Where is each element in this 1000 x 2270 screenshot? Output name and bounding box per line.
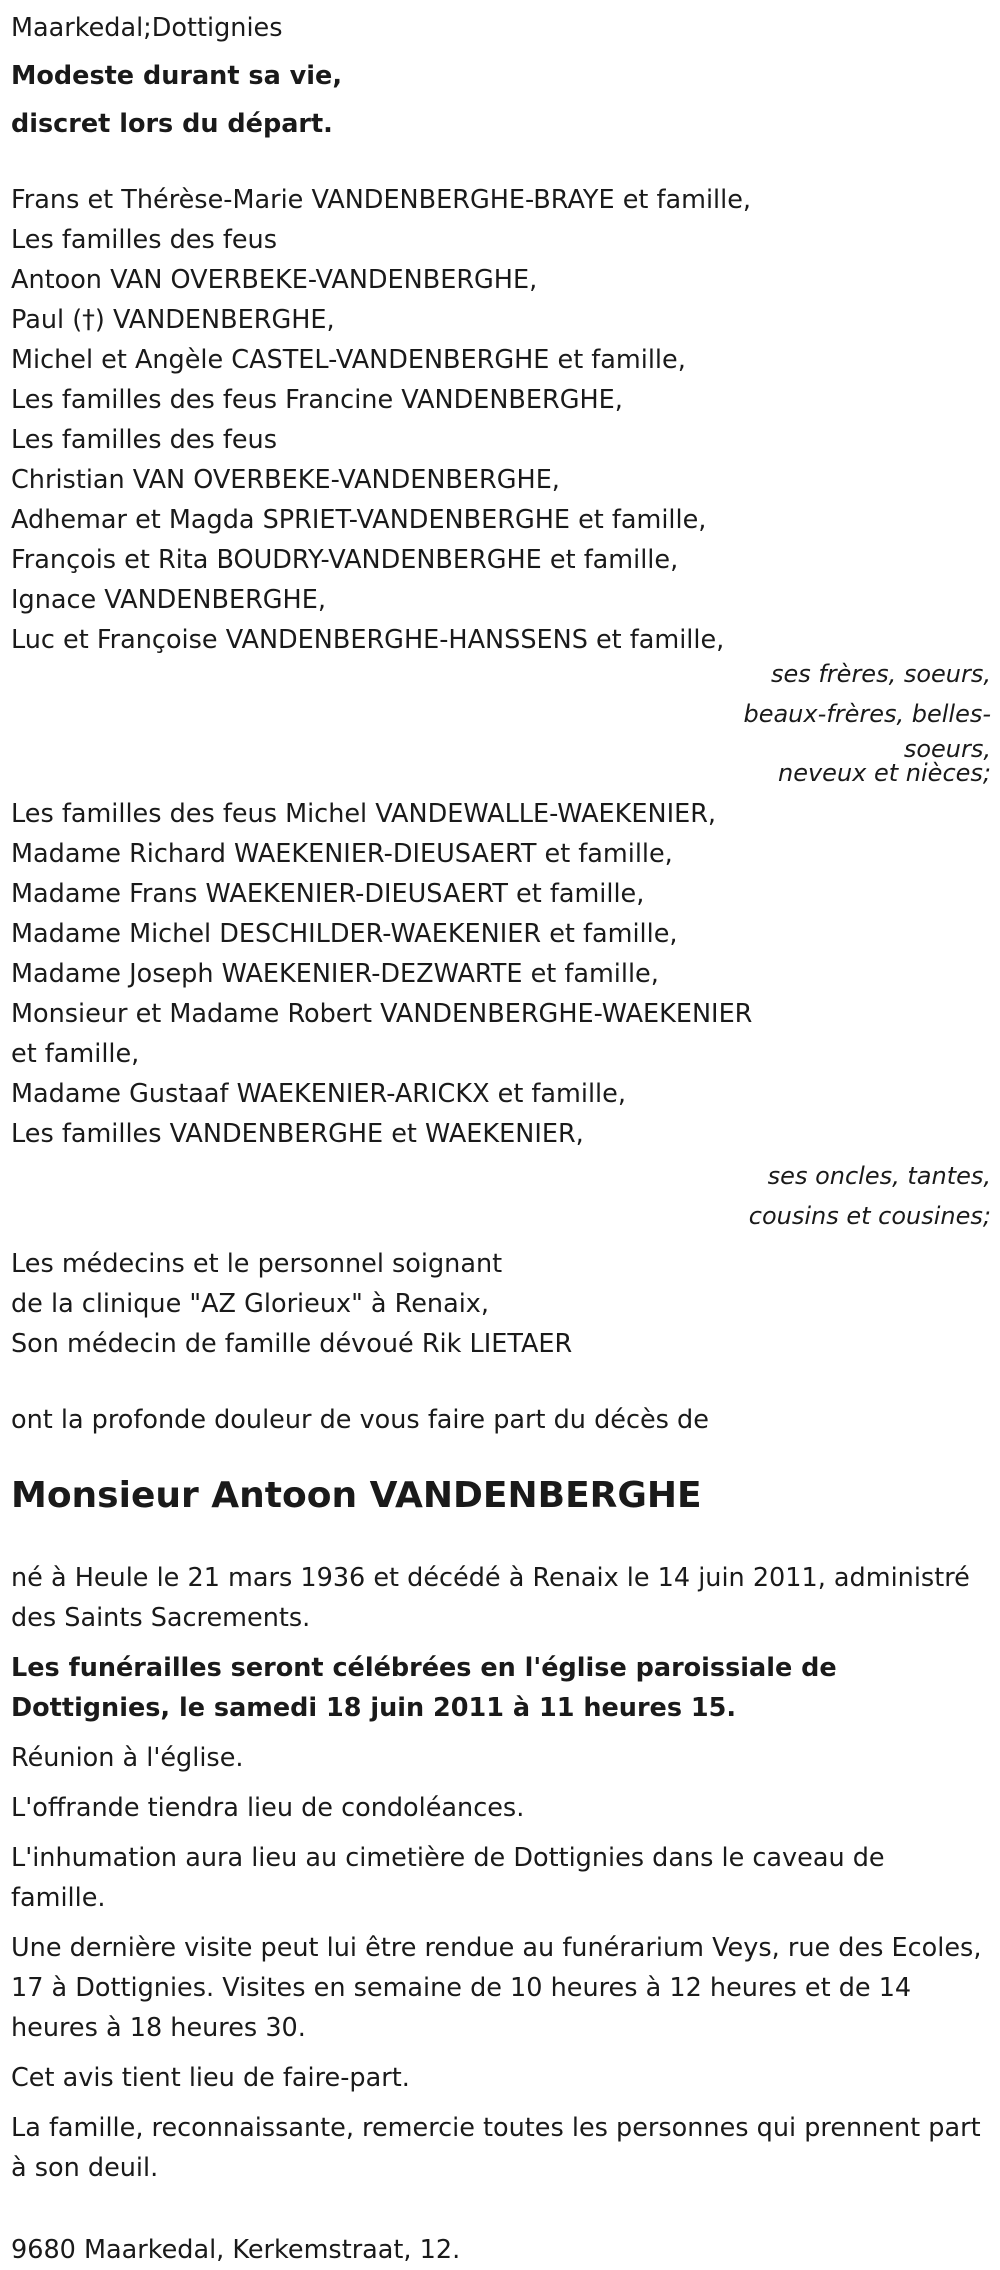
announcement-text: ont la profonde douleur de vous faire part du décès de — [11, 1405, 709, 1435]
burial-text: L'inhumation aura lieu au cimetière de Dottignies dans le caveau de famille. — [11, 1843, 885, 1913]
notice-text: Cet avis tient lieu de faire-part. — [11, 2063, 410, 2093]
meeting-text: Réunion à l'église. — [11, 1743, 244, 1773]
family-line: Paul (†) VANDENBERGHE, — [11, 305, 335, 335]
family-line: Les familles des feus Michel VANDEWALLE-WAEKENIER, — [11, 799, 717, 829]
family-line: Madame Frans WAEKENIER-DIEUSAERT et famille, — [11, 879, 645, 909]
motto-line-2: discret lors du départ. — [11, 109, 333, 139]
caption-line: ses frères, soeurs, — [770, 660, 991, 688]
birth-death-text: né à Heule le 21 mars 1936 et décédé à Renaix le 14 juin 2011, administré des Saints Sacrements. — [11, 1563, 970, 1633]
family-line: Les familles des feus — [11, 225, 277, 255]
caption-line: cousins et cousines; — [748, 1202, 991, 1230]
medical-group — [11, 1244, 991, 1364]
caption-line: neveux et nièces; — [778, 759, 991, 787]
caption-line: soeurs, — [903, 735, 991, 763]
family-line: Les familles VANDENBERGHE et WAEKENIER, — [11, 1119, 584, 1149]
obituary-notice — [11, 8, 991, 2270]
funeral-text: Les funérailles seront célébrées en l'église paroissiale de Dottignies, le samedi 18 juin 2011 à 11 heures 15. — [11, 1653, 837, 1723]
family-line: Les familles des feus Francine VANDENBERGHE, — [11, 385, 623, 415]
offering-text: L'offrande tiendra lieu de condoléances. — [11, 1793, 525, 1823]
medical-line: Son médecin de famille dévoué Rik LIETAER — [11, 1329, 573, 1359]
location-header: Maarkedal;Dottignies — [11, 13, 283, 43]
funeral-details — [11, 1558, 991, 2188]
caption-line: beaux-frères, belles- — [743, 700, 991, 728]
family-line: Antoon VAN OVERBEKE-VANDENBERGHE, — [11, 265, 538, 295]
motto-line-1: Modeste durant sa vie, — [11, 61, 343, 91]
relationship-caption-1 — [11, 654, 991, 787]
family-line: Adhemar et Magda SPRIET-VANDENBERGHE et famille, — [11, 505, 707, 535]
medical-line: de la clinique "AZ Glorieux" à Renaix, — [11, 1289, 489, 1319]
family-line: Les familles des feus — [11, 425, 277, 455]
family-line: Madame Michel DESCHILDER-WAEKENIER et famille, — [11, 919, 678, 949]
family-line: Luc et Françoise VANDENBERGHE-HANSSENS et famille, — [11, 625, 725, 655]
address-text: 9680 Maarkedal, Kerkemstraat, 12. — [11, 2235, 461, 2265]
family-line: Ignace VANDENBERGHE, — [11, 585, 326, 615]
family-line: Madame Joseph WAEKENIER-DEZWARTE et famille, — [11, 959, 659, 989]
family-group-2 — [11, 794, 991, 1154]
family-line: Frans et Thérèse-Marie VANDENBERGHE-BRAYE et famille, — [11, 185, 752, 215]
family-line: Christian VAN OVERBEKE-VANDENBERGHE, — [11, 465, 560, 495]
family-line: Monsieur et Madame Robert VANDENBERGHE-WAEKENIER — [11, 999, 753, 1029]
deceased-name: Monsieur Antoon VANDENBERGHE — [11, 1475, 702, 1516]
family-line: Michel et Angèle CASTEL-VANDENBERGHE et famille, — [11, 345, 686, 375]
family-line: Madame Gustaaf WAEKENIER-ARICKX et famille, — [11, 1079, 626, 1109]
visit-text: Une dernière visite peut lui être rendue au funérarium Veys, rue des Ecoles, 17 à Dottignies. Visites en semaine de 10 heures à 12 heures et de 14 heures à 18 heures 30. — [11, 1933, 982, 2043]
thanks-text: La famille, reconnaissante, remercie toutes les personnes qui prennent part à son deuil. — [11, 2113, 981, 2183]
medical-line: Les médecins et le personnel soignant — [11, 1249, 503, 1279]
family-line: Madame Richard WAEKENIER-DIEUSAERT et famille, — [11, 839, 673, 869]
relationship-caption-2 — [11, 1156, 991, 1236]
family-group-1 — [11, 180, 991, 660]
family-line: et famille, — [11, 1039, 140, 1069]
family-line: François et Rita BOUDRY-VANDENBERGHE et famille, — [11, 545, 679, 575]
caption-line: ses oncles, tantes, — [767, 1162, 991, 1190]
